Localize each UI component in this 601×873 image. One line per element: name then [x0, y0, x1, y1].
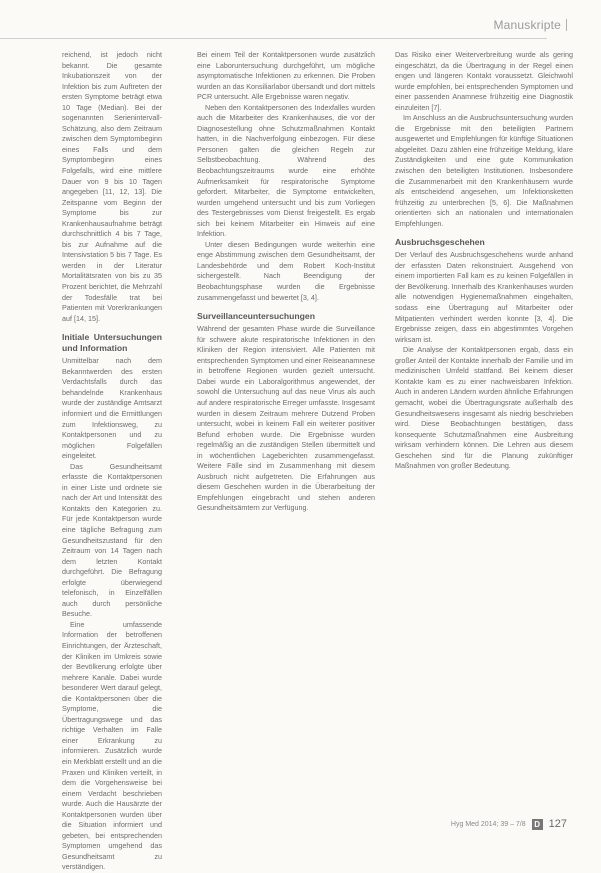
header-divider: [566, 19, 567, 31]
section-label: Manuskripte: [493, 18, 561, 32]
journal-logo-icon: D: [532, 819, 543, 830]
section-heading-initial: Initiale Untersuchungen und Information: [62, 332, 162, 354]
section-heading-surveillance: Surveillanceuntersuchungen: [197, 311, 315, 322]
page-number: 127: [548, 818, 567, 830]
text-column-1: [62, 50, 162, 872]
text-column-2: [197, 50, 375, 820]
paragraph: Bei einem Teil der Kontaktpersonen wurde zusätzlich eine Laboruntersuchung durchgeführt, um mögliche asymptomatische Infektionen zu erkennen. Die Proben wurden an das Konsiliarlabor übersandt und dort mittels PCR untersucht. Alle Ergebnisse waren negativ.: [197, 50, 375, 102]
journal-citation: Hyg Med 2014; 39 – 7/8: [450, 820, 526, 828]
header-rule: [0, 38, 547, 39]
paragraph: reichend, ist jedoch nicht bekannt. Die gesamte Inkubationszeit von der Infektion bis zum Auftreten der ersten Symptome beträgt etwa 10 Tage (Median). Bei der sogenannten Serienintervall-Schätzung, also dem Zeitraum zwischen dem Symptombeginn eines Falls und dem Symptombeginn eines Folgefalls, wird eine mittlere Dauer von 9 bis 10 Tagen angegeben [11, 12, 13]. Die Zeitspanne vom Beginn der Symptome bis zur Krankenhausaufnahme beträgt durchschnittlich 4 bis 7 Tage, bis zur Aufnahme auf die Intensivstation 5 bis 7 Tage. Es werden in der Literatur Mortalitätsraten von bis zu 35 Prozent berichtet, die Mehrzahl der Todesfälle trat bei Patienten mit Vorerkrankungen auf [14, 15].: [62, 50, 162, 323]
paragraph: Neben den Kontaktpersonen des Indexfalles wurden auch die Mitarbeiter des Krankenhauses, die vor der Diagnosestellung ohne Schutzmaßnahmen Kontakt hatten, in die Nachverfolgung einbezogen. Für diese Personen galten die gleichen Regeln zur Selbstbeobachtung. Während des Beobachtungszeitraums wurde eine erhöhte Aufmerksamkeit für respiratorische Symptome gefordert. Mitarbeiter, die Symptome entwickelten, wurden umgehend untersucht und bis zum Vorliegen des Testergebnisses vom Dienst freigestellt. Es ergab sich bei keinem Mitarbeiter ein Hinweis auf eine Infektion.: [197, 102, 375, 239]
paragraph: Unmittelbar nach dem Bekanntwerden des ersten Verdachtsfalls durch das behandelnde Krankenhaus wurde der zuständige Amtsarzt informiert und die Ermittlungen zum Infektionsweg, zu Kontaktpersonen und zu möglichen Folgefällen eingeleitet.: [62, 356, 162, 461]
section-heading-outbreak: Ausbruchsgeschehen: [395, 237, 485, 248]
paragraph: Das Risiko einer Weiterverbreitung wurde als gering eingeschätzt, da die Übertragung in der Regel einen engen und längeren Kontakt voraussetzt. Gleichwohl wurde empfohlen, bei entsprechenden Symptomen und einer passenden Anamnese frühzeitig eine Diagnostik einzuleiten [7].: [395, 50, 573, 112]
paragraph: Die Analyse der Kontaktpersonen ergab, dass ein großer Anteil der Kontakte innerhalb der Familie und im medizinischen Umfeld stattfand. Bei keinem dieser Kontakte kam es zu einer nachweisbaren Infektion. Auch in anderen Ländern wurden ähnliche Erfahrungen gemacht, wobei die Übertragungsrate außerhalb des Gesundheitswesens insgesamt als niedrig beschrieben wird. Diese Beobachtungen bestätigen, dass konsequente Schutzmaßnahmen eine Ausbreitung wirksam verhindern können. Die Lehren aus diesem Geschehen sind für die Planung zukünftiger Maßnahmen von großer Bedeutung.: [395, 345, 573, 471]
page-footer: [451, 817, 567, 831]
paragraph: Der Verlauf des Ausbruchsgeschehens wurde anhand der erfassten Daten rekonstruiert. Ausgehend von einem importierten Fall kam es zu keinen Folgefällen in der Bevölkerung. Innerhalb des Krankenhauses wurden alle notwendigen Hygienemaßnahmen eingehalten, sodass eine Übertragung auf Mitarbeiter oder Mitpatienten verhindert werden konnte [3, 4]. Die Ergebnisse zeigen, dass ein abgestimmtes Vorgehen wirksam ist.: [395, 250, 573, 344]
paragraph: Während der gesamten Phase wurde die Surveillance für schwere akute respiratorische Infektionen in den Kliniken der Region intensiviert. Alle Patienten mit entsprechenden Symptomen und einer Reiseanamnese in betroffene Regionen wurden gezielt untersucht. Dabei wurde ein Laboralgorithmus angewendet, der sowohl die Untersuchung auf das neue Virus als auch auf andere respiratorische Erreger umfasste. Insgesamt wurden in diesem Zeitraum mehrere Dutzend Proben untersucht, wobei in keinem Fall ein weiterer positiver Befund erhoben wurde. Die Ergebnisse wurden regelmäßig an die zuständigen Stellen übermittelt und in wöchentlichen Lageberichten zusammengefasst. Weitere Fälle sind im Zusammenhang mit diesem Ausbruch nicht aufgetreten. Die Erfahrungen aus diesem Geschehen wurden in die Überarbeitung der Empfehlungen eingebracht und stehen anderen Gesundheitsämtern zur Verfügung.: [197, 324, 375, 513]
paragraph: Eine umfassende Information der betroffenen Einrichtungen, der Ärzteschaft, der Kliniken im Umkreis sowie der Bevölkerung erfolgte über mehrere Kanäle. Dabei wurde besonderer Wert darauf gelegt, die Kontaktpersonen über die Symptome, die Übertragungswege und das richtige Verhalten im Falle einer Erkrankung zu informieren. Zusätzlich wurde ein Merkblatt erstellt und an die Praxen und Kliniken verteilt, in dem die Vorgehensweise bei einem Verdacht beschrieben wurde. Auch die Hausärzte der Kontaktpersonen wurden über die Situation informiert und gebeten, bei entsprechenden Symptomen umgehend das Gesundheitsamt zu verständigen.: [62, 619, 162, 872]
paragraph: Im Anschluss an die Ausbruchsuntersuchung wurden die Ergebnisse mit den beteiligten Partnern ausgewertet und Empfehlungen für künftige Situationen abgeleitet. Dazu zählen eine frühzeitige Meldung, klare Zuständigkeiten und eine gute Kommunikation zwischen den beteiligten Institutionen. Insbesondere die Zusammenarbeit mit den Krankenhäusern wurde als entscheidend angesehen, um Infektionsketten frühzeitig zu unterbrechen [5, 6]. Die Maßnahmen orientierten sich an nationalen und internationalen Empfehlungen.: [395, 113, 573, 228]
page-header: [0, 0, 601, 40]
text-column-3: [395, 50, 573, 820]
paragraph: Das Gesundheitsamt erfasste die Kontaktpersonen in einer Liste und ordnete sie nach der Art und Intensität des Kontakts den Kategorien zu. Für jede Kontaktperson wurde eine tägliche Befragung zum Gesundheitszustand für den Zeitraum von 14 Tagen nach dem letzten Kontakt durchgeführt. Die Befragung erfolgte überwiegend telefonisch, in Einzelfällen auch durch persönliche Besuche.: [62, 461, 162, 619]
paragraph: Unter diesen Bedingungen wurde weiterhin eine enge Abstimmung zwischen dem Gesundheitsamt, der Landesbehörde und dem Robert Koch-Institut sichergestellt. Nach Beendigung der Beobachtungsphase wurden die Ergebnisse zusammengefasst und bewertet [3, 4].: [197, 239, 375, 302]
